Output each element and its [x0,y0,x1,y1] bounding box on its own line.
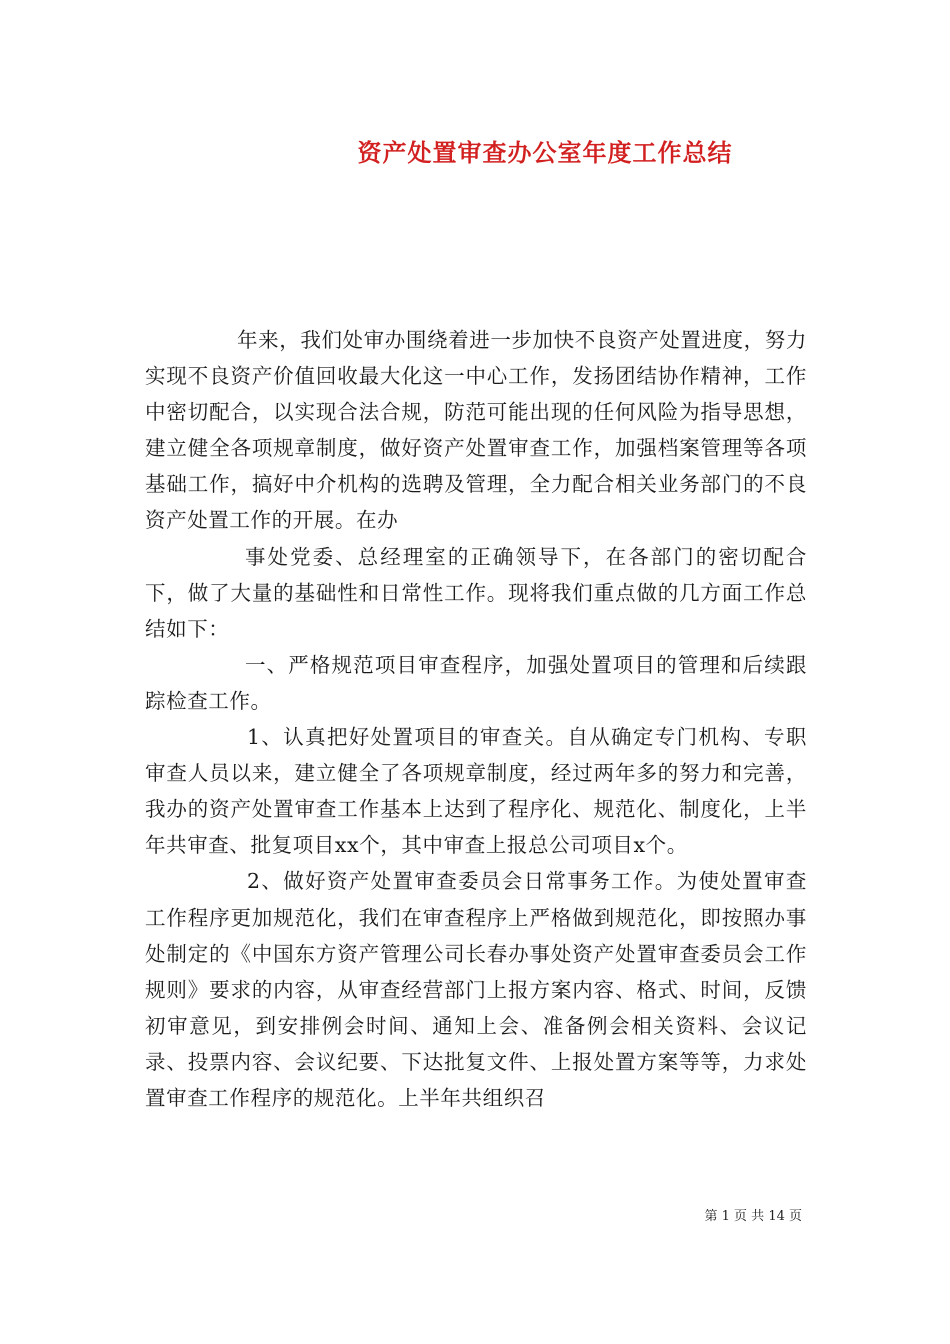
paragraph-item-1: 1、认真把好处置项目的审查关。自从确定专门机构、专职审查人员以来，建立健全了各项规章制度，经过两年多的努力和完善，我办的资产处置审查工作基本上达到了程序化、规范化、制度化，上半年共审查、批复项目xx个，其中审查上报总公司项目x个。 [145,725,807,858]
paragraph-item-2: 2、做好资产处置审查委员会日常事务工作。为使处置审查工作程序更加规范化，我们在审查程序上严格做到规范化，即按照办事处制定的《中国东方资产管理公司长春办事处资产处置审查委员会工作规则》要求的内容，从审查经营部门上报方案内容、格式、时间，反馈初审意见，到安排例会时间、通知上会、准备例会相关资料、会议记录、投票内容、会议纪要、下达批复文件、上报处置方案等等，力求处置审查工作程序的规范化。上半年共组织召 [145,869,807,1110]
paragraph-intro: 年来，我们处审办围绕着进一步加快不良资产处置进度，努力实现不良资产价值回收最大化这一中心工作，发扬团结协作精神，工作中密切配合，以实现合法合规，防范可能出现的任何风险为指导思想，建立健全各项规章制度，做好资产处置审查工作，加强档案管理等各项基础工作，搞好中介机构的选聘及管理，全力配合相关业务部门的不良资产处置工作的开展。在办 [145,328,807,533]
paragraph-continuation: 事处党委、总经理室的正确领导下，在各部门的密切配合下，做了大量的基础性和日常性工作。现将我们重点做的几方面工作总结如下： [145,544,807,641]
document-title: 资产处置审查办公室年度工作总结 [357,138,733,167]
section-heading-1: 一、严格规范项目审查程序，加强处置项目的管理和后续跟踪检查工作。 [145,652,807,713]
document-body [145,322,807,1116]
page-number: 第 1 页 共 14 页 [704,1209,802,1224]
